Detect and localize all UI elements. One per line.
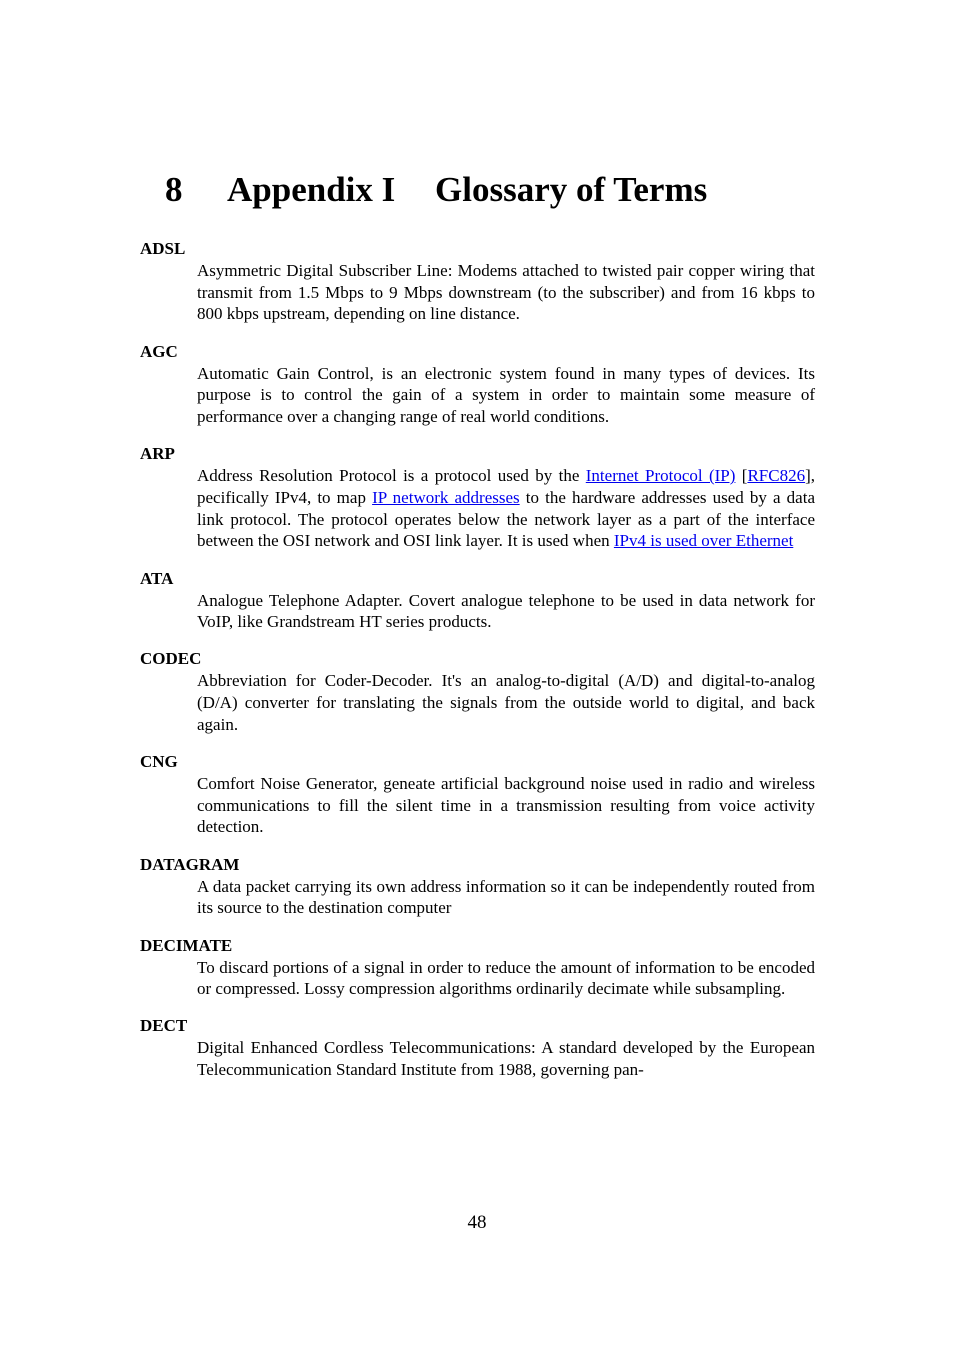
glossary-entry-datagram xyxy=(140,854,815,919)
glossary-entry-arp xyxy=(140,443,815,552)
definition: Digital Enhanced Cordless Telecommunications: A standard developed by the European Telecommunication Standard Institute from 1988, governing pan- xyxy=(197,1038,815,1080)
glossary-entry-decimate xyxy=(140,935,815,1000)
glossary-entry-ata xyxy=(140,568,815,633)
definition: Abbreviation for Coder-Decoder. It's an analog-to-digital (A/D) and digital-to-analog (D/A) converter for translating the signals from the outside world to digital, and back again. xyxy=(197,671,815,734)
chapter-number: 8 xyxy=(165,170,183,209)
definition-text: Address Resolution Protocol is a protocol used by the xyxy=(197,466,586,486)
definition: A data packet carrying its own address information so it can be independently routed from its source to the destination computer xyxy=(197,876,815,918)
definition: Analogue Telephone Adapter. Covert analogue telephone to be used in data network for VoIP, like Grandstream HT series products. xyxy=(197,590,815,632)
chapter-title: Glossary of Terms xyxy=(435,170,708,209)
appendix-label: Appendix I xyxy=(227,170,396,209)
rfc826-link[interactable]: RFC826 xyxy=(747,466,806,486)
term: DATAGRAM xyxy=(140,854,240,874)
page-title xyxy=(165,166,707,214)
glossary-entry-agc xyxy=(140,341,815,428)
term: ARP xyxy=(140,444,175,464)
definition-text: to the hardware addresses used by a data link protocol. The protocol operates below the network layer as a part of the interface between the OSI network and OSI link layer. It is used when xyxy=(197,487,815,551)
glossary-entry-adsl xyxy=(140,238,815,325)
term: DECIMATE xyxy=(140,935,233,955)
ipv4-over-ethernet-link[interactable]: IPv4 is used over Ethernet xyxy=(613,531,794,551)
glossary-entry-codec xyxy=(140,648,815,735)
page-number: 48 xyxy=(467,1212,487,1233)
glossary-list xyxy=(140,238,815,1096)
definition: Asymmetric Digital Subscriber Line: Modems attached to twisted pair copper wiring that transmit from 1.5 Mbps to 9 Mbps downstream (to the subscriber) and from 16 kbps to 800 kbps upstream, depending on line distance. xyxy=(197,261,815,324)
definition xyxy=(197,465,815,552)
definition-text: ], pecifically IPv4, to map xyxy=(197,466,815,507)
definition: To discard portions of a signal in order to reduce the amount of information to be encoded or compressed. Lossy compression algorithms ordinarily decimate while subsampling. xyxy=(197,957,815,999)
term: CNG xyxy=(140,752,178,772)
term: DECT xyxy=(140,1016,188,1036)
glossary-entry-dect xyxy=(140,1015,815,1080)
internet-protocol-link[interactable]: Internet Protocol (IP) xyxy=(585,466,736,486)
term: ADSL xyxy=(140,239,186,258)
definition: Automatic Gain Control, is an electronic system found in many types of devices. Its purpose is to control the gain of a system in order to maintain some measure of performance over a changing range of real world conditions. xyxy=(197,363,815,427)
term: ATA xyxy=(140,568,174,588)
glossary-entry-cng xyxy=(140,751,815,838)
ip-network-addresses-link[interactable]: IP network addresses xyxy=(372,487,520,507)
definition-text: [ xyxy=(735,466,748,486)
term: CODEC xyxy=(140,649,202,669)
definition: Comfort Noise Generator, geneate artificial background noise used in radio and wireless communications to fill the silent time in a transmission resulting from voice activity detection. xyxy=(197,774,815,837)
term: AGC xyxy=(140,341,178,361)
